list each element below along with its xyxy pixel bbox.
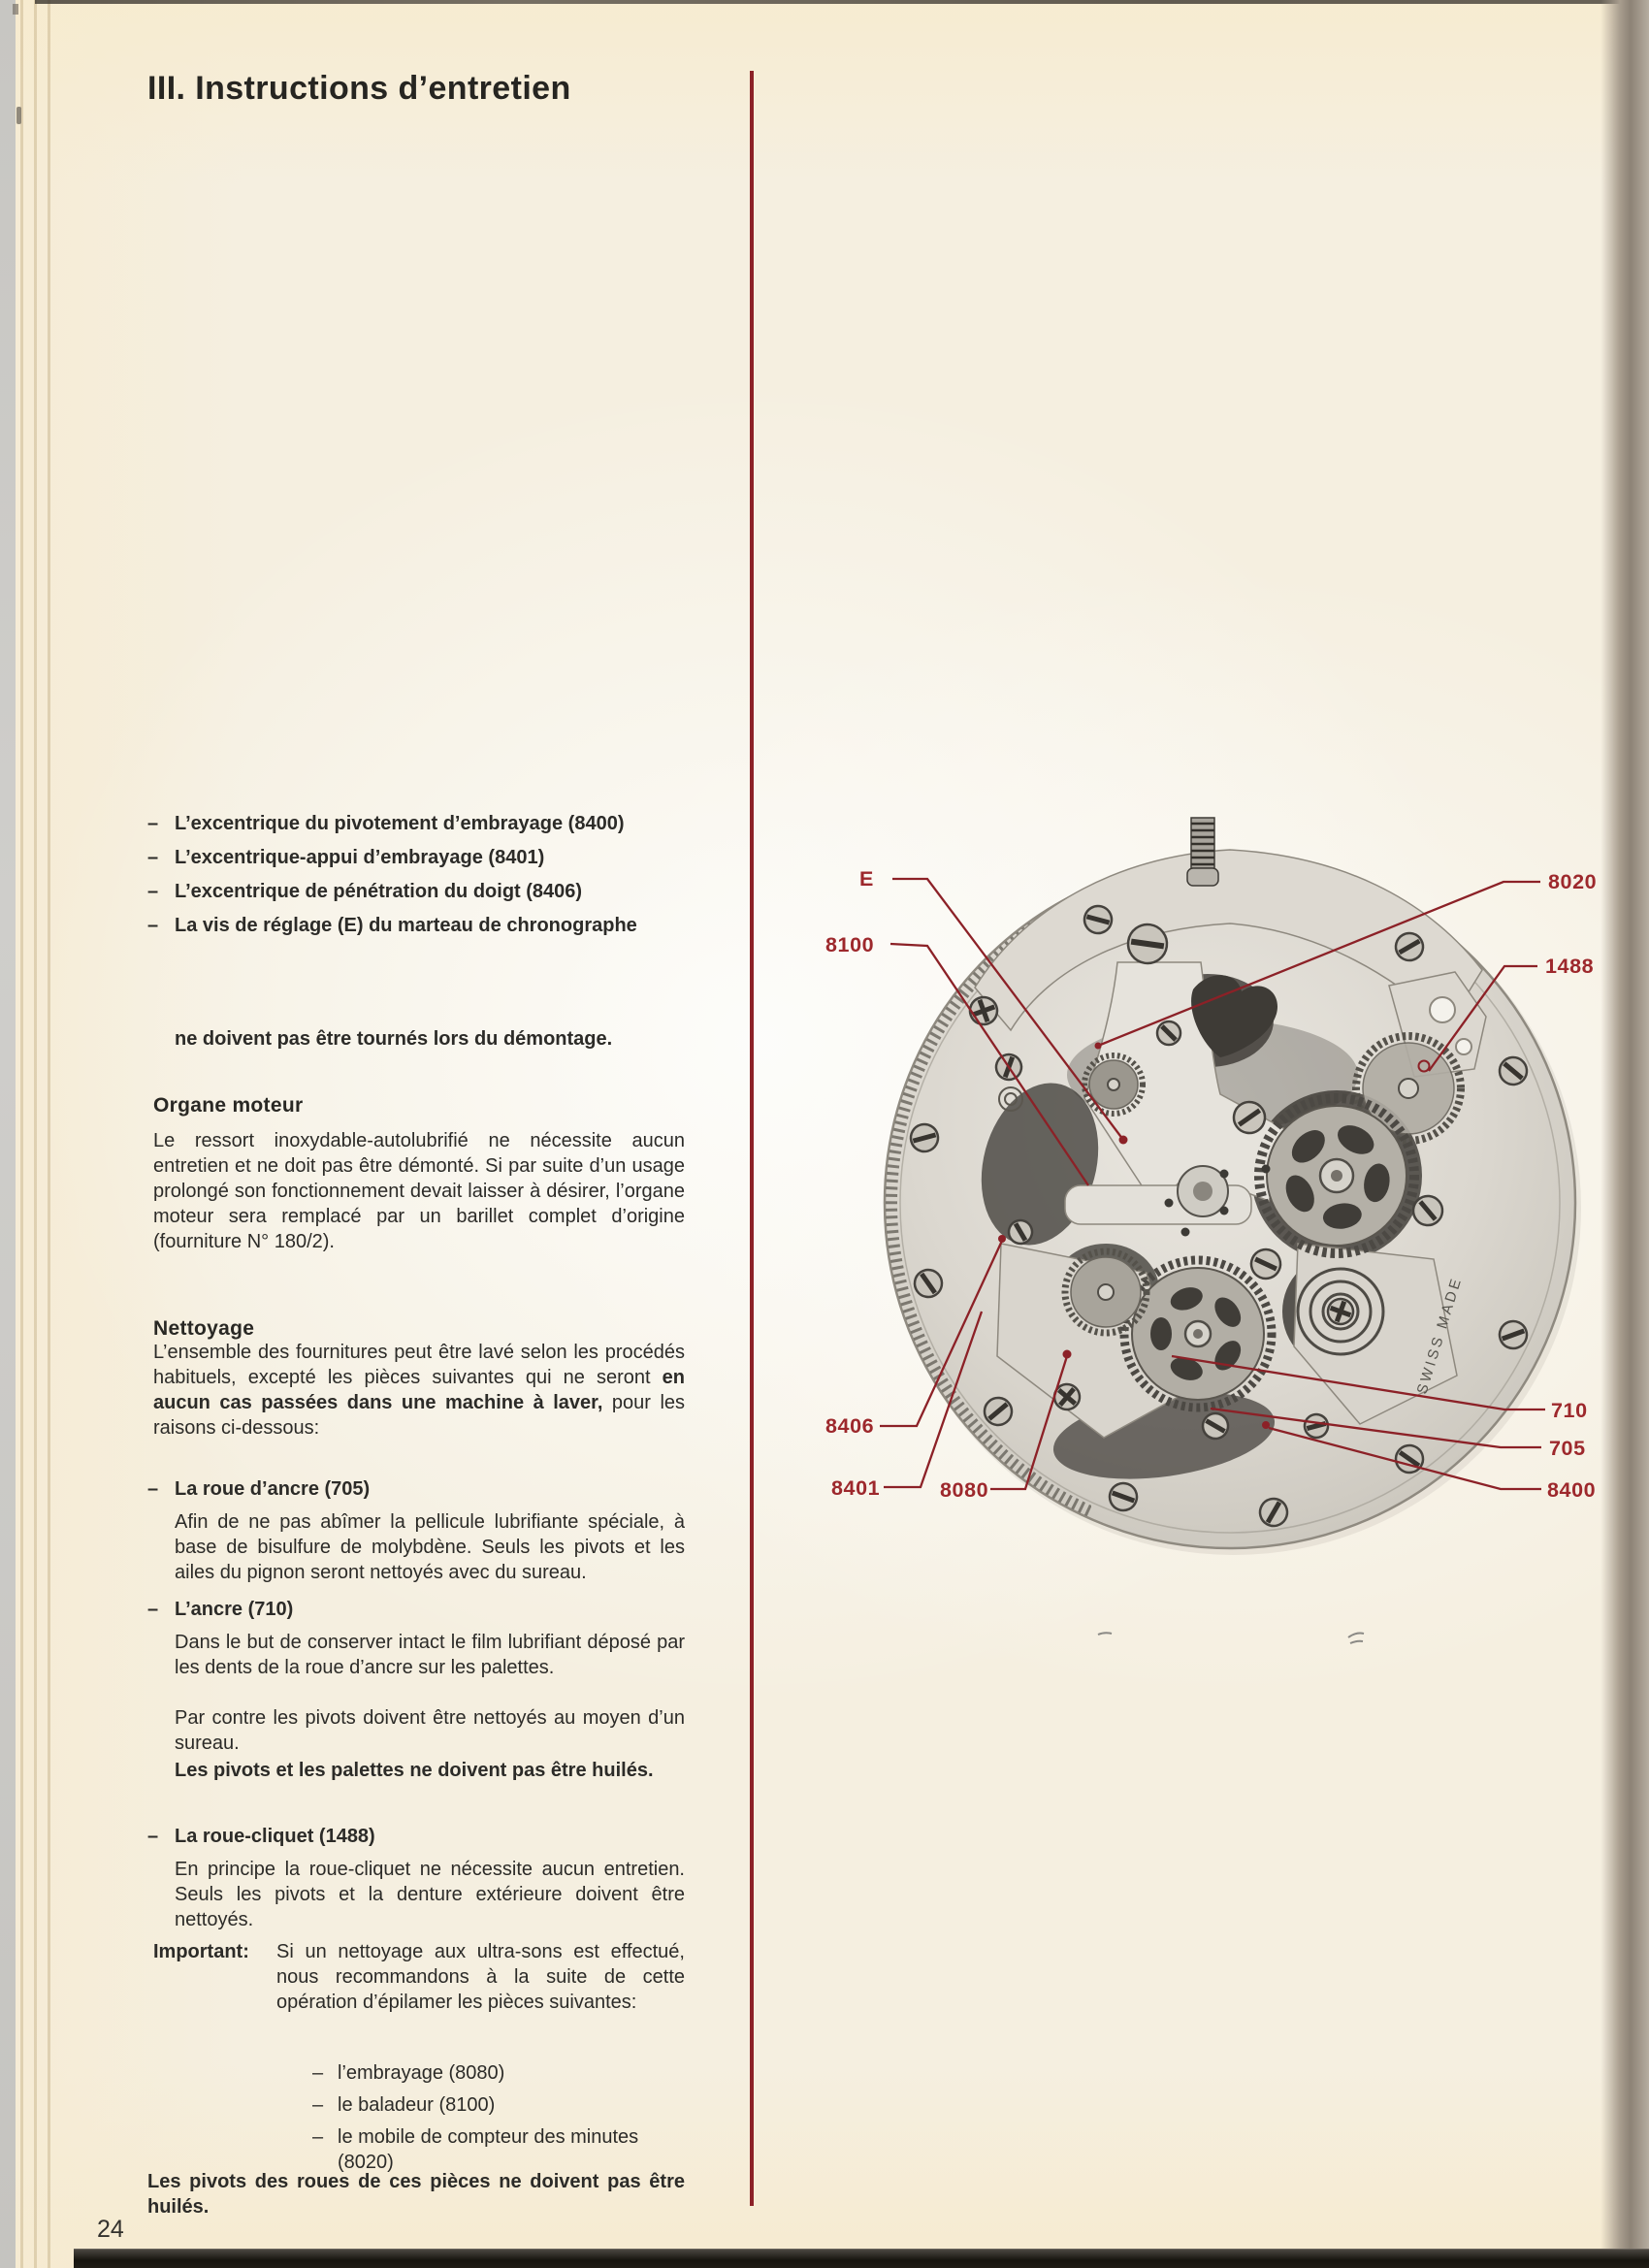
winding-stem (1187, 818, 1218, 886)
part-title-text: La roue d’ancre (705) (175, 1478, 371, 1500)
small-wheel (1084, 1055, 1143, 1114)
figure-label-8080: 8080 (940, 1478, 989, 1502)
list-item-text: L’excentrique-appui d’embrayage (8401) (175, 847, 545, 868)
figure-label-e: E (859, 867, 874, 891)
part-paragraph: En principe la roue-cliquet ne nécessite aucun entretien. Seuls les pivots et la denture extérieure doivent être nettoyés. (175, 1859, 685, 1930)
important-label: Important: (153, 1941, 249, 1962)
list-dash: – (147, 1599, 159, 1620)
figure-label-8401: 8401 (831, 1476, 881, 1500)
list-dash: – (147, 847, 159, 868)
page-number: 24 (97, 2216, 124, 2243)
list-dash: – (147, 881, 159, 902)
figure-label-8406: 8406 (825, 1414, 875, 1438)
part-paragraph: Afin de ne pas abîmer la pellicule lubrifiante spéciale, à base de bisulfure de molybdène. Seuls les pivots et les ailes du pignon seront nettoyés avec du sureau. (175, 1511, 685, 1583)
part-title-text: L’ancre (710) (175, 1599, 294, 1620)
part-paragraph: Par contre les pivots doivent être nettoyés au moyen d’un sureau. (175, 1707, 685, 1754)
list-item-text: La vis de réglage (E) du marteau de chronographe (175, 915, 637, 936)
scan-specks (1098, 1633, 1364, 1643)
organe-moteur-paragraph: Le ressort inoxydable-autolubrifié ne nécessite aucun entretien et ne doit pas être démonté. Si par suite d’un usage prolongé son fonctionnement devait laisser à désirer, l’organe moteur sera remplacé par un barillet complet d’origine (fourniture N° 180/2). (153, 1130, 685, 1252)
list-dash: – (147, 1478, 159, 1500)
list-dash: – (147, 1826, 159, 1847)
list-item-text: L’excentrique de pénétration du doigt (8406) (175, 881, 583, 902)
intro-bold: en aucun cas passées dans une machine à laver, (153, 1367, 685, 1413)
figure-label-8020: 8020 (1548, 870, 1598, 893)
figure-label-1488: 1488 (1545, 955, 1595, 978)
swiss-made-engraving: SWISS MADE (1413, 1274, 1466, 1397)
figure-label-710: 710 (1551, 1399, 1588, 1422)
section-heading-organe-moteur: Organe moteur (153, 1094, 304, 1117)
list-item-text: l’embrayage (8080) (338, 2062, 505, 2084)
warning-conclusion: ne doivent pas être tournés lors du démontage. (175, 1028, 613, 1050)
figure-label-8400: 8400 (1547, 1478, 1597, 1502)
list-item-text: le baladeur (8100) (338, 2094, 496, 2116)
figure-label-705: 705 (1549, 1437, 1586, 1460)
final-note: Les pivots des roues de ces pièces ne doivent pas être huilés. (147, 2171, 685, 2218)
intro-pre: L’ensemble des fournitures peut être lavé selon les procédés habituels, excepté les pièces suivantes qui ne seront (153, 1342, 685, 1388)
intro-post: pour les raisons ci-dessous: (153, 1392, 686, 1439)
figure-label-8100: 8100 (825, 933, 875, 956)
list-item-text: le mobile de compteur des minutes (8020) (338, 2126, 639, 2173)
list-dash: – (147, 915, 159, 936)
part-title-text: La roue-cliquet (1488) (175, 1826, 375, 1847)
list-dash: – (312, 2094, 324, 2116)
list-dash: – (312, 2126, 324, 2148)
list-dash: – (312, 2062, 324, 2084)
important-text: Si un nettoyage aux ultra-sons est effectué, nous recommandons à la suite de cette opération d’épilamer les pièces suivantes: (276, 1941, 685, 2013)
page-title: III. Instructions d’entretien (147, 70, 571, 107)
list-dash: – (147, 813, 159, 834)
part-bold-note: Les pivots et les palettes ne doivent pas être huilés. (175, 1760, 654, 1781)
part-paragraph: Dans le but de conserver intact le film lubrifiant déposé par les dents de la roue d’ancre sur les palettes. (175, 1632, 685, 1678)
section-heading-nettoyage: Nettoyage (153, 1317, 255, 1340)
list-item-text: L’excentrique du pivotement d’embrayage (8400) (175, 813, 625, 834)
